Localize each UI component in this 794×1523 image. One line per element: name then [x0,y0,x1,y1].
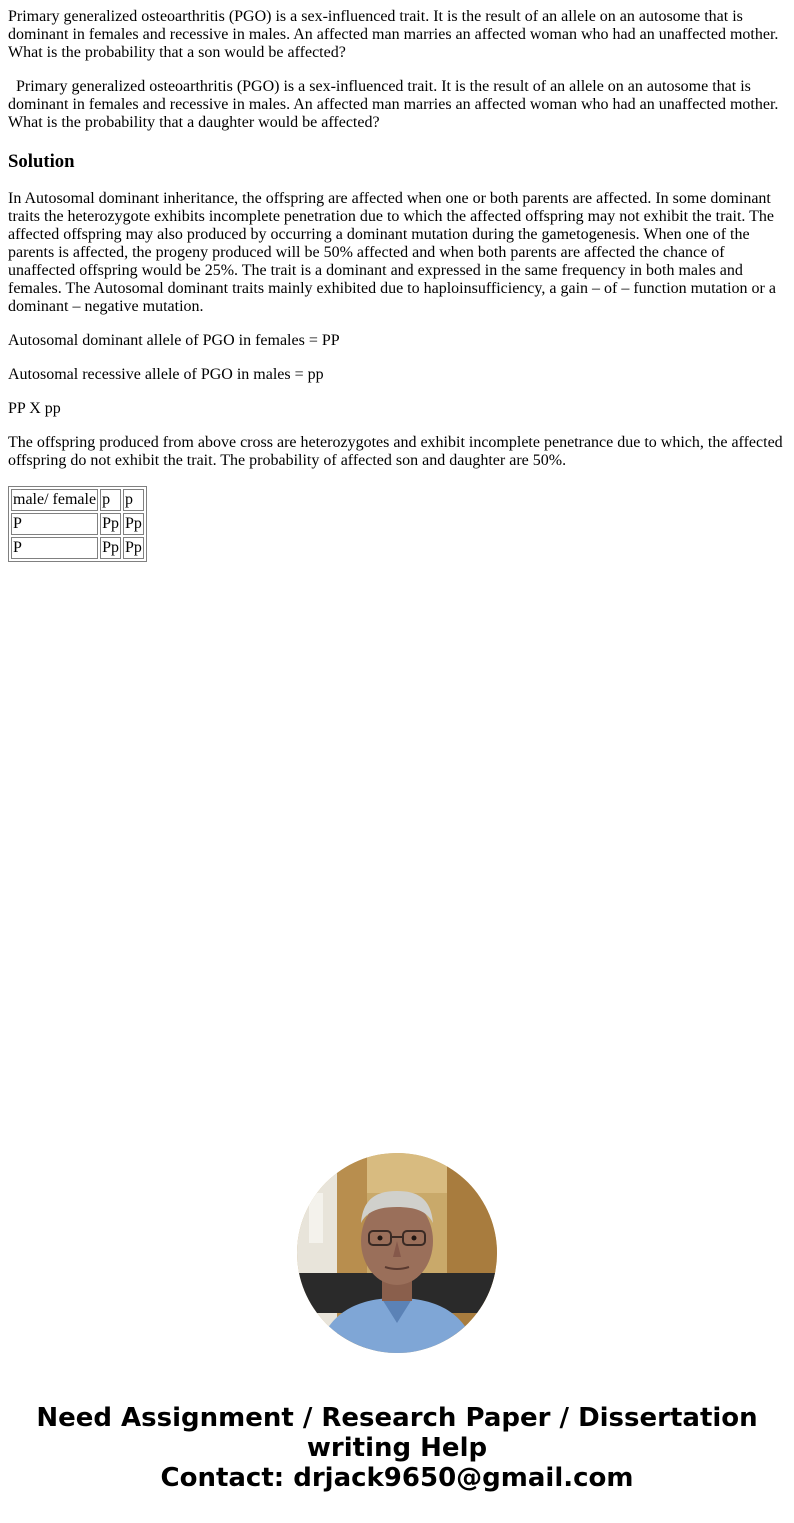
question-daughter: Primary generalized osteoarthritis (PGO) is a sex-influenced trait. It is the result of an allele on an autosome that is dominant in females and recessive in males. An affected man marries an affected woman who had an unaffected mother. What is the probability that a daughter would be affected? [8,78,779,131]
solution-paragraph-explanation: In Autosomal dominant inheritance, the offspring are affected when one or both parents are affected. In some dominant traits the heterozygote exhibits incomplete penetration due to which the affected offspring may not exhibit the trait. The affected offspring may also produced by occurring a dominant mutation during the gametogenesis. When one of the parents is affected, the progeny produced will be 50% affected and when both parents are affected the chance of unaffected offspring would be 25%. The trait is a dominant and expressed in the same frequency in both males and females. The Autosomal dominant traits mainly exhibited due to haploinsufficiency, a gain – of – function mutation or a dominant – negative mutation. [8,190,776,315]
table-cell: p [123,489,144,511]
table-cell: P [11,537,98,559]
solution-cross: PP X pp [8,400,61,417]
person-photo-icon [297,1153,497,1353]
solution-male-allele: Autosomal recessive allele of PGO in males = pp [8,366,324,383]
table-cell: male/ female [11,489,98,511]
table-cell: Pp [123,537,144,559]
solution-female-allele: Autosomal dominant allele of PGO in females = PP [8,332,340,349]
table-row [11,513,144,535]
question-son: Primary generalized osteoarthritis (PGO) is a sex-influenced trait. It is the result of an allele on an autosome that is dominant in females and recessive in males. An affected man marries an affected woman who had an unaffected mother. What is the probability that a son would be affected? [8,8,779,61]
table-cell: Pp [100,537,121,559]
avatar [297,1153,497,1353]
table-cell: Pp [123,513,144,535]
table-cell: P [11,513,98,535]
table-cell: p [100,489,121,511]
solution-conclusion: The offspring produced from above cross are heterozygotes and exhibit incomplete penetrance due to which, the affected offspring do not exhibit the trait. The probability of affected son and daughter are 50%. [8,434,783,469]
promo-banner [0,1403,794,1493]
promo-line-contact: Contact: drjack9650@gmail.com [160,1463,634,1493]
table-row [11,537,144,559]
solution-heading: Solution [8,151,75,172]
document-body [8,8,786,562]
table-header-row [11,489,144,511]
table-cell: Pp [100,513,121,535]
promo-line-help: Need Assignment / Research Paper / Dissertation writing Help [36,1403,758,1463]
punnett-square-table [8,486,147,562]
